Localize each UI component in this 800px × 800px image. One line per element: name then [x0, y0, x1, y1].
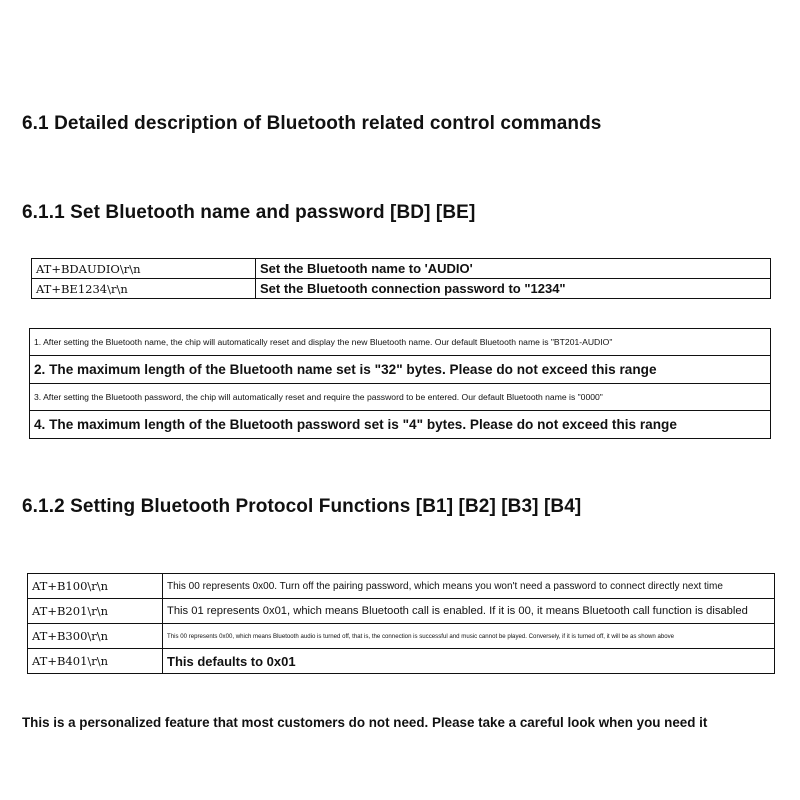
- table-row: [30, 411, 771, 439]
- footer-note: This is a personalized feature that most customers do not need. Please take a careful look when you need it: [22, 715, 708, 730]
- command-cell: AT+B100\r\n: [28, 574, 163, 599]
- table-row: [32, 259, 771, 279]
- command-cell: AT+B201\r\n: [28, 599, 163, 624]
- table-row: [28, 649, 775, 674]
- command-cell: AT+B401\r\n: [28, 649, 163, 674]
- description-cell: This defaults to 0x01: [163, 649, 775, 674]
- command-cell: AT+BE1234\r\n: [32, 279, 256, 299]
- description-cell: Set the Bluetooth connection password to "1234": [256, 279, 771, 299]
- note-cell: 4. The maximum length of the Bluetooth password set is "4" bytes. Please do not exceed this range: [30, 411, 771, 439]
- table-row: [28, 624, 775, 649]
- description-cell: This 00 represents 0x00, which means Bluetooth audio is turned off, that is, the connection is successful and music cannot be played. Conversely, if it is turned off, it will be as shown above: [163, 624, 775, 649]
- table-row: [28, 599, 775, 624]
- protocol-command-table: [27, 573, 775, 674]
- table-row: [30, 356, 771, 384]
- section-heading: 6.1 Detailed description of Bluetooth related control commands: [22, 113, 602, 134]
- description-cell: Set the Bluetooth name to 'AUDIO': [256, 259, 771, 279]
- table-row: [28, 574, 775, 599]
- table-row: [30, 384, 771, 411]
- notes-table: [29, 328, 771, 439]
- description-cell: This 00 represents 0x00. Turn off the pairing password, which means you won't need a password to connect directly next time: [163, 574, 775, 599]
- command-cell: AT+BDAUDIO\r\n: [32, 259, 256, 279]
- table-row: [30, 329, 771, 356]
- subsection-heading-name-password: 6.1.1 Set Bluetooth name and password [BD] [BE]: [22, 202, 476, 223]
- command-cell: AT+B300\r\n: [28, 624, 163, 649]
- note-cell: 1. After setting the Bluetooth name, the chip will automatically reset and display the new Bluetooth name. Our default Bluetooth name is "BT201-AUDIO": [30, 329, 771, 356]
- name-password-command-table: [31, 258, 771, 299]
- note-cell: 2. The maximum length of the Bluetooth name set is "32" bytes. Please do not exceed this range: [30, 356, 771, 384]
- subsection-heading-protocol-functions: 6.1.2 Setting Bluetooth Protocol Functions [B1] [B2] [B3] [B4]: [22, 496, 582, 517]
- note-cell: 3. After setting the Bluetooth password, the chip will automatically reset and require the password to be entered. Our default Bluetooth name is "0000": [30, 384, 771, 411]
- description-cell: This 01 represents 0x01, which means Bluetooth call is enabled. If it is 00, it means Bluetooth call function is disabled: [163, 599, 775, 624]
- table-row: [32, 279, 771, 299]
